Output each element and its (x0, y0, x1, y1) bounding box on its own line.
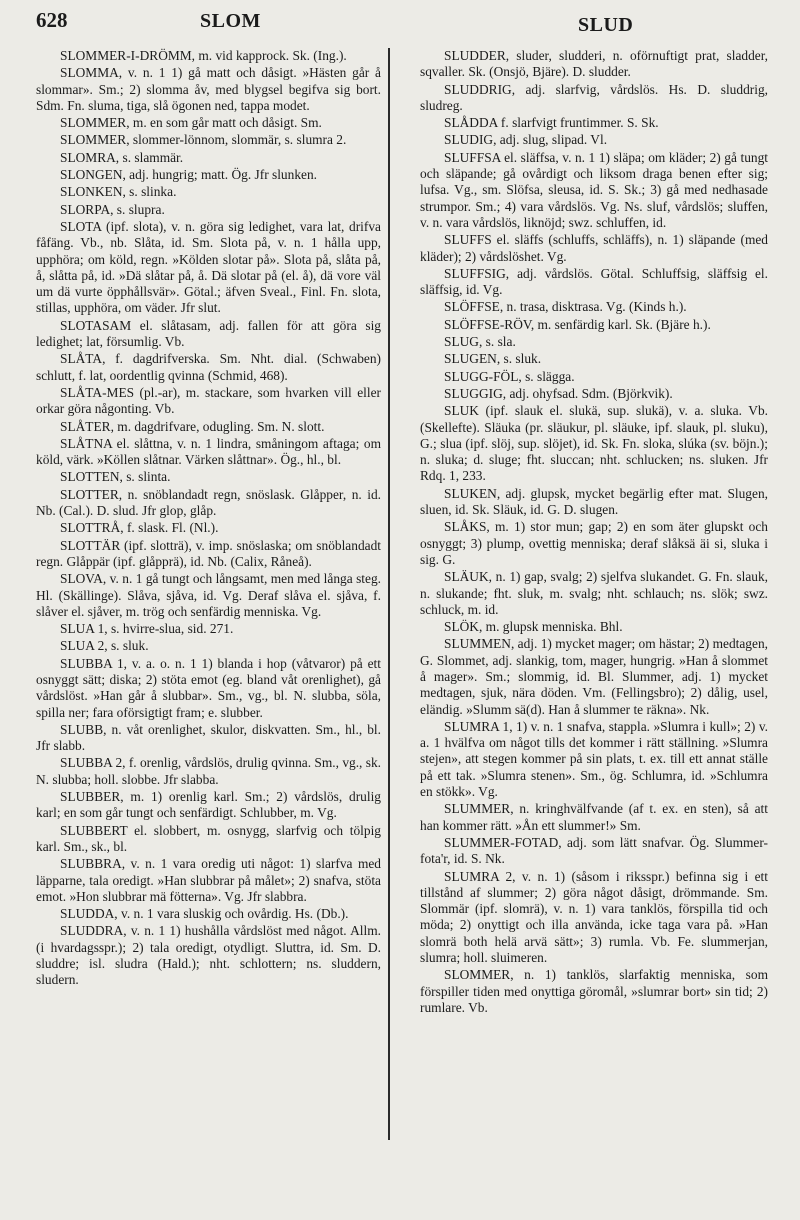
dictionary-entry: SLUDDRIG, adj. slarfvig, vårdslös. Hs. D. sluddrig, sludreg. (420, 81, 768, 113)
dictionary-entry: SLÅTA-MES (pl.-ar), m. stackare, som hvarken vill eller orkar göra någonting. Vb. (36, 384, 381, 417)
dictionary-entry: SLUBBA 2, f. orenlig, vårdslös, drulig qvinna. Sm., vg., sk. N. slubba; holl. slobbe. Jfr slabba. (36, 755, 381, 787)
dictionary-entry: SLONKEN, s. slinka. (60, 184, 177, 200)
dictionary-entry: SLUDDER, sluder, sludderi, n. oförnuftigt prat, sladder, sqvaller. Sk. (Onsjö, Bjäre). D. sludder. (420, 48, 768, 80)
dictionary-entry: SLUBBER, m. 1) orenlig karl. Sm.; 2) vårdslös, drulig karl; en som går tungt och senfärdigt. Schlubber, m. Vg. (36, 789, 381, 821)
dictionary-entry: SLÖK, m. glupsk menniska. Bhl. (444, 619, 623, 635)
dictionary-entry: SLOVA, v. n. 1 gå tungt och långsamt, men med långa steg. Hl. (Skällinge). Slåva, sjåva, id. Vg. Deraf slåva el. sjåva, f. slåver el. sjåver, m. trög och senfärdig menniska. Vg. (36, 571, 381, 619)
dictionary-entry: SLUDDRA, v. n. 1 1) hushålla vårdslöst med något. Allm. (i hvardagsspr.); 2) tala oredigt, otydligt. Sluttra, id. Sm. D. sluddre; isl. sludra (Hald.); nht. schlottern; ns. sluddern, sludern. (36, 923, 381, 988)
dictionary-entry: SLUBB, n. våt orenlighet, skulor, diskvatten. Sm., hl., bl. Jfr slabb. (36, 721, 381, 754)
dictionary-entry: SLOTTEN, s. slinta. (60, 469, 171, 485)
dictionary-entry: SLUGEN, s. sluk. (444, 351, 542, 367)
dictionary-entry: SLUA 2, s. sluk. (60, 638, 149, 654)
dictionary-entry: SLOMRA, s. slammär. (60, 149, 184, 165)
dictionary-entry: SLÅTA, f. dagdrifverska. Sm. Nht. dial. (Schwaben) schlutt, f. lat, oordentlig qvinna (Schmid, 468). (36, 351, 381, 383)
right-running-head: SLUD (578, 14, 634, 36)
dictionary-entry: SLUMMEN, adj. 1) mycket mager; om hästar; 2) medtagen, G. Slommet, adj. slankig, tom, mager, hungrig. »Han å slommet å mager». Sm.; slommig, id. Bl. Slummer, adj. 1) mycket medtagen, sjuk, nära döden. Vm. (Fellingsbro); 2) dålig, usel, eländig. »Slumm sä(d). Han å slummer te räkna». Nk. (420, 636, 768, 717)
dictionary-entry: SLOMMER-I-DRÖMM, m. vid kapprock. Sk. (Ing.). (60, 48, 347, 63)
dictionary-entry: SLUFFS el. släffs (schluffs, schläffs), n. 1) släpande (med kläder); 2) vårdslöshet. Vg. (420, 232, 768, 264)
dictionary-entry: SLORPA, s. slupra. (60, 201, 165, 217)
dictionary-entry: SLUMRA 1, 1) v. n. 1 snafva, stappla. »Slumra i kull»; 2) v. a. 1 hvälfva om något tills det kommer i rätt ställning. »Slumra stejen», att stegen kommer på sin plats, t. ex. till ett annat ställe på ett tak. »Slumra stenen». Sm., ög. Schlumra, id. »Schlumra en stökk». Vg. (420, 718, 768, 800)
dictionary-entry: SLUMMER-FOTAD, adj. som lätt snafvar. Ög. Slummer-fota'r, id. S. Nk. (420, 834, 768, 867)
dictionary-entry: SLUBBRA, v. n. 1 vara oredig uti något: 1) slarfva med läpparne, tala oredigt. »Han slubbrar på målet»; 2) snafva, stöta emot. »Hon slubbrar mä fötterna». Vg. Jfr slabbra. (36, 856, 381, 904)
dictionary-entry: SLUBBA 1, v. a. o. n. 1 1) blanda i hop (våtvaror) på ett osnyggt sätt; diska; 2) stöta emot (eg. bland våt orenlighet), gå vårdslöst. »Han går å slubbar». Sm., vg., bl. N. slubba, söla, spilla ner; fara oförsigtigt fram; e. slubber. (36, 655, 381, 720)
dictionary-entry: SLOMMER, slommer-lönnom, slommär, s. slumra 2. (60, 132, 347, 148)
dictionary-entry: SLOTTER, n. snöblandadt regn, snöslask. Glåpper, n. id. Nb. (Cal.). D. slud. Jfr glop, glåp. (36, 486, 381, 519)
dictionary-entry: SLUDIG, adj. slug, slipad. Vl. (444, 132, 608, 148)
dictionary-entry: SLUFFSA el. släffsa, v. n. 1 1) släpa; om kläder; 2) gå tungt och släpande; gå ovårdigt och liksom draga benen efter sig; lufsa. Vg., sm. Slöfsa, sleusa, id. S. Sk.; 3) gå med nedhasade strumpor. Sm.; 4) vara vårdslös. Vg. Ns. sluf, vårdslös; sluffen, v. n. vara vårdslös, liknöjd; swz. schluffen, id. (420, 149, 768, 230)
dictionary-entry: SLÖFFSE, n. trasa, disktrasa. Vg. (Kinds h.). (444, 299, 687, 315)
dictionary-entry: SLOMMER, m. en som går matt och dåsigt. Sm. (60, 115, 322, 131)
dictionary-entry: SLÅTER, m. dagdrifvare, odugling. Sm. N. slott. (60, 418, 325, 434)
dictionary-entry: SLUMMER, n. kringhvälfvande (af t. ex. en sten), så att han kommer rätt. »Ån ett slummer!» Sm. (420, 801, 768, 833)
dictionary-entry: SLÅTNA el. slåttna, v. n. 1 lindra, småningom aftaga; om köld, värk. »Köllen slåtnar. Värken slåttnar». Ög., hl., bl. (36, 435, 381, 468)
right-column (420, 48, 768, 1017)
dictionary-entry: SLÖFFSE-RÖV, m. senfärdig karl. Sk. (Bjäre h.). (444, 316, 711, 332)
dictionary-entry: SLUDDA, v. n. 1 vara sluskig och ovårdig. Hs. (Db.). (60, 906, 349, 922)
dictionary-entry: SLUK (ipf. slauk el. slukä, sup. slukä), v. a. sluka. Vb. (Skellefte). Släuka (pr. släukur, pl. släuke, ipf. slauk, pl. sluku), G.; slua (ipf. slöj, sup. slöjet), id. Sk. Fn. sloka, slúka (sv. böjn.); n. sluka; d. sluge; fht. sluccan; nht. schlucken; ns. sluken. Jfr Rdq. 1, 233. (420, 403, 768, 484)
dictionary-entry: SLUGG-FÖL, s. slägga. (444, 368, 575, 384)
dictionary-entry: SLUA 1, s. hvirre-slua, sid. 271. (60, 621, 234, 637)
dictionary-entry: SLOTTRÅ, f. slask. Fl. (Nl.). (60, 520, 219, 536)
dictionary-entry: SLOTA (ipf. slota), v. n. göra sig ledighet, vara lat, drifva fåfäng. Vb., nb. Slåta, id. Sm. Slota på, v. n. 1 hålla upp, upphöra; om köld, regn. »Kölden slotar på». Slota på, slåta på, å, slåtta på, id. »Dä slåtar på, å. Dä slotar på (el. å), dä vore väl um dä vurte öpphållsvär». Götal.; äfven Sveal., Finl. Fn. slota, stillas, upphöra, om väder. Jfr slut. (36, 218, 381, 316)
column-divider (388, 48, 390, 1140)
dictionary-entry: SLONGEN, adj. hungrig; matt. Ög. Jfr slunken. (60, 167, 317, 183)
dictionary-entry: SLUBBERT el. slobbert, m. osnygg, slarfvig och tölpig karl. Sm., sk., bl. (36, 822, 381, 854)
page-number: 628 (36, 8, 68, 32)
dictionary-entry: SLÅDDA f. slarfvigt fruntimmer. S. Sk. (444, 115, 659, 131)
dictionary-entry: SLOTTÄR (ipf. slotträ), v. imp. snöslaska; om snöblandadt regn. Glåppär (ipf. glåpprä), id. Nb. (Calix, Råneå). (36, 537, 381, 569)
left-running-head: SLOM (200, 10, 261, 32)
left-column (36, 48, 381, 990)
dictionary-entry: SLUGGIG, adj. ohyfsad. Sdm. (Björkvik). (444, 385, 673, 401)
dictionary-entry: SLUMRA 2, v. n. 1) (såsom i riksspr.) befinna sig i ett tillstånd af slummer; 2) göra något dåsigt, drömmande. Sm. Slommär (ipf. slomrä), v. n. 1) vara tanklös, förspilla tid och möda; 2) onyttigt och illa använda, icke taga vara på. »Han slomrä both helä arvä sätt»; 3) rumla. Vb. Fe. slummerjan, slumra; holl. sluimeren. (420, 868, 768, 966)
dictionary-entry: SLOTASAM el. slåtasam, adj. fallen för att göra sig ledighet; lat, försumlig. Vb. (36, 317, 381, 350)
dictionary-entry: SLÄUK, n. 1) gap, svalg; 2) sjelfva slukandet. G. Fn. slauk, n. slukande; fht. sluk, m. svalg; nht. schlauch; ns. slök; swz. schluck, m. id. (420, 569, 768, 617)
dictionary-entry: SLUG, s. sla. (444, 334, 516, 350)
dictionary-entry: SLÅKS, m. 1) stor mun; gap; 2) en som äter glupskt och osnyggt; 3) plump, ovettig menniska; deraf slåksä äi si, sluka i sig. G. (420, 519, 768, 567)
dictionary-entry: SLOMMER, n. 1) tanklös, slarfaktig menniska, som förspiller tiden med onyttiga göromål, »slumrar bort» sin tid; 2) rumlare. Vb. (420, 967, 768, 1015)
dictionary-entry: SLUFFSIG, adj. vårdslös. Götal. Schluffsig, släffsig el. släffsig, id. Vg. (420, 265, 768, 298)
page-header (0, 8, 800, 38)
dictionary-entry: SLUKEN, adj. glupsk, mycket begärlig efter mat. Slugen, sluen, id. Sk. Släuk, id. G. D. slugen. (420, 485, 768, 518)
dictionary-entry: SLOMMA, v. n. 1 1) gå matt och dåsigt. »Hästen går å slommar». Sm.; 2) slomma åv, med blygsel begifva sig bort. Sdm. Fn. sluma, tiga, slå ögonen ned, tappa modet. (36, 65, 381, 113)
